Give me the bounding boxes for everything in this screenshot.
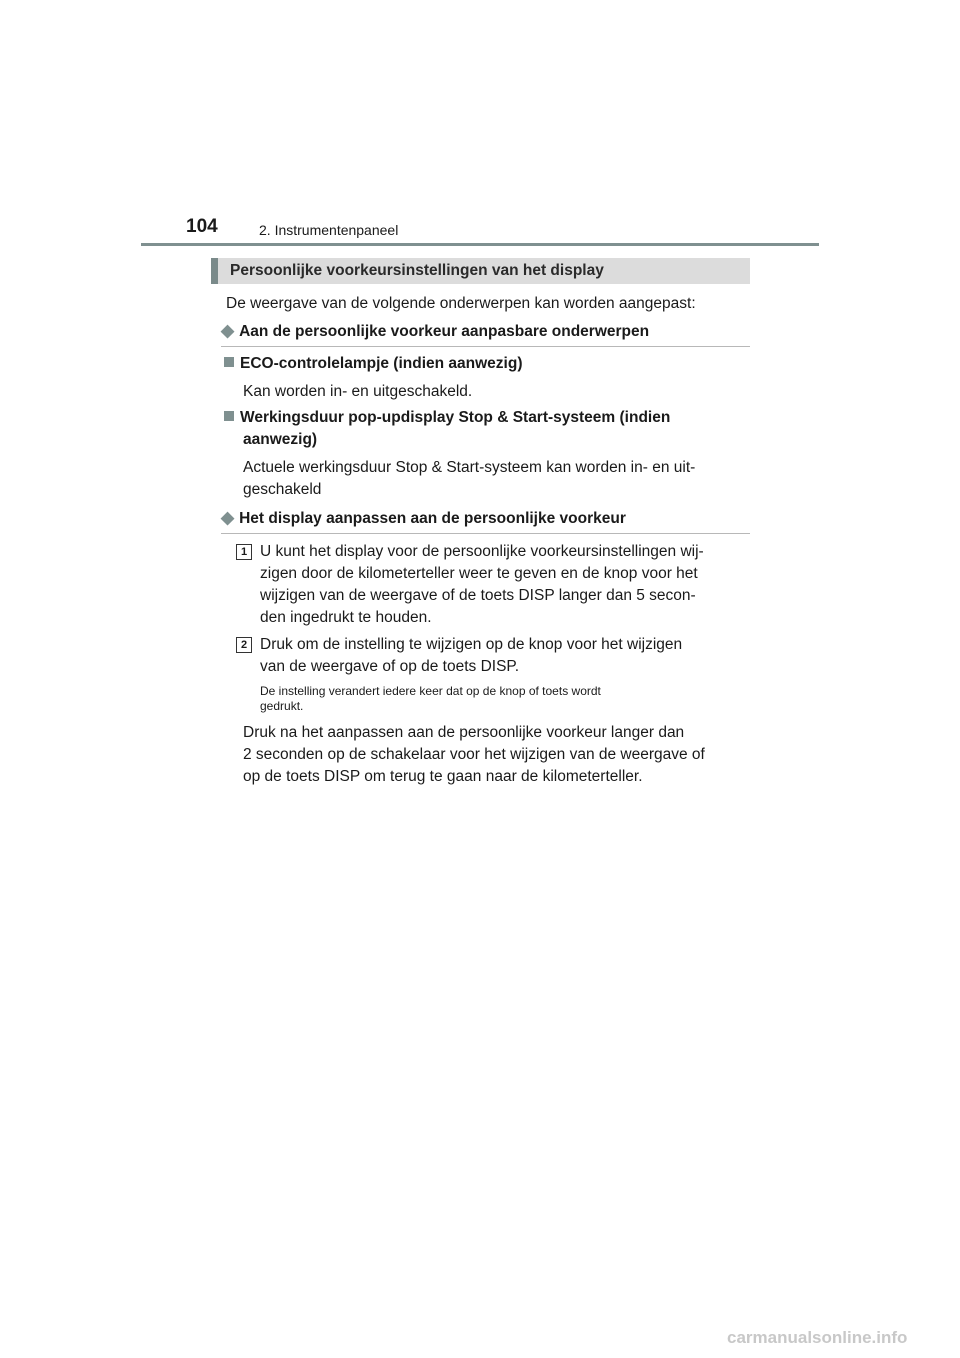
item-2-title-line-1-text: Werkingsduur pop-updisplay Stop & Start-systeem (indien [240, 409, 671, 426]
page-number: 104 [186, 216, 218, 237]
item-2-body-line-1: Actuele werkingsduur Stop & Start-systeem kan worden in- en uit- [243, 459, 696, 476]
square-bullet-icon [224, 411, 234, 421]
diamond-bullet-icon: ◆ [221, 508, 235, 527]
step-2-line-1: Druk om de instelling te wijzigen op de knop voor het wijzigen [260, 636, 683, 653]
section-title: Persoonlijke voorkeursinstellingen van het display [230, 262, 604, 279]
item-1-title [224, 353, 750, 375]
subsection-heading-2-text: Het display aanpassen aan de persoonlijke voorkeur [239, 510, 626, 527]
item-2-body-line-2: geschakeld [243, 481, 322, 498]
subsection-heading-1-text: Aan de persoonlijke voorkeur aanpasbare onderwerpen [239, 323, 650, 340]
step-2-note-line-1: De instelling verandert iedere keer dat op de knop of toets wordt [260, 684, 601, 698]
watermark: carmanualsonline.info [727, 1328, 908, 1347]
step-1-badge: 1 [236, 544, 252, 560]
diamond-bullet-icon: ◆ [221, 321, 235, 340]
item-1-body: Kan worden in- en uitgeschakeld. [243, 383, 473, 400]
closing-line-1: Druk na het aanpassen aan de persoonlijke voorkeur langer dan [243, 724, 685, 741]
chapter-title: 2. Instrumentenpaneel [259, 222, 399, 238]
intro-text: De weergave van de volgende onderwerpen kan worden aangepast: [226, 295, 696, 312]
item-2-title-line-2: aanwezig) [243, 431, 318, 448]
step-1-line-1: U kunt het display voor de persoonlijke voorkeursinstellingen wij- [260, 543, 704, 560]
step-1-line-4: den ingedrukt te houden. [260, 609, 432, 626]
step-2-note-line-2: gedrukt. [260, 699, 304, 713]
step-2-line-2: van de weergave of op de toets DISP. [260, 658, 520, 675]
step-1-line-2: zigen door de kilometerteller weer te geven en de knop voor het [260, 565, 698, 582]
step-2-badge: 2 [236, 637, 252, 653]
subsection-heading-1 [221, 321, 750, 347]
closing-line-3: op de toets DISP om terug te gaan naar de kilometerteller. [243, 768, 643, 785]
item-1-title-text: ECO-controlelampje (indien aanwezig) [240, 355, 523, 372]
square-bullet-icon [224, 357, 234, 367]
header-rule [141, 243, 819, 246]
item-2-title-line-1 [224, 407, 744, 429]
section-heading-bar [211, 258, 750, 284]
closing-line-2: 2 seconden op de schakelaar voor het wijzigen van de weergave of [243, 746, 705, 763]
subsection-heading-2 [221, 508, 750, 534]
step-1-line-3: wijzigen van de weergave of de toets DISP langer dan 5 secon- [260, 587, 696, 604]
